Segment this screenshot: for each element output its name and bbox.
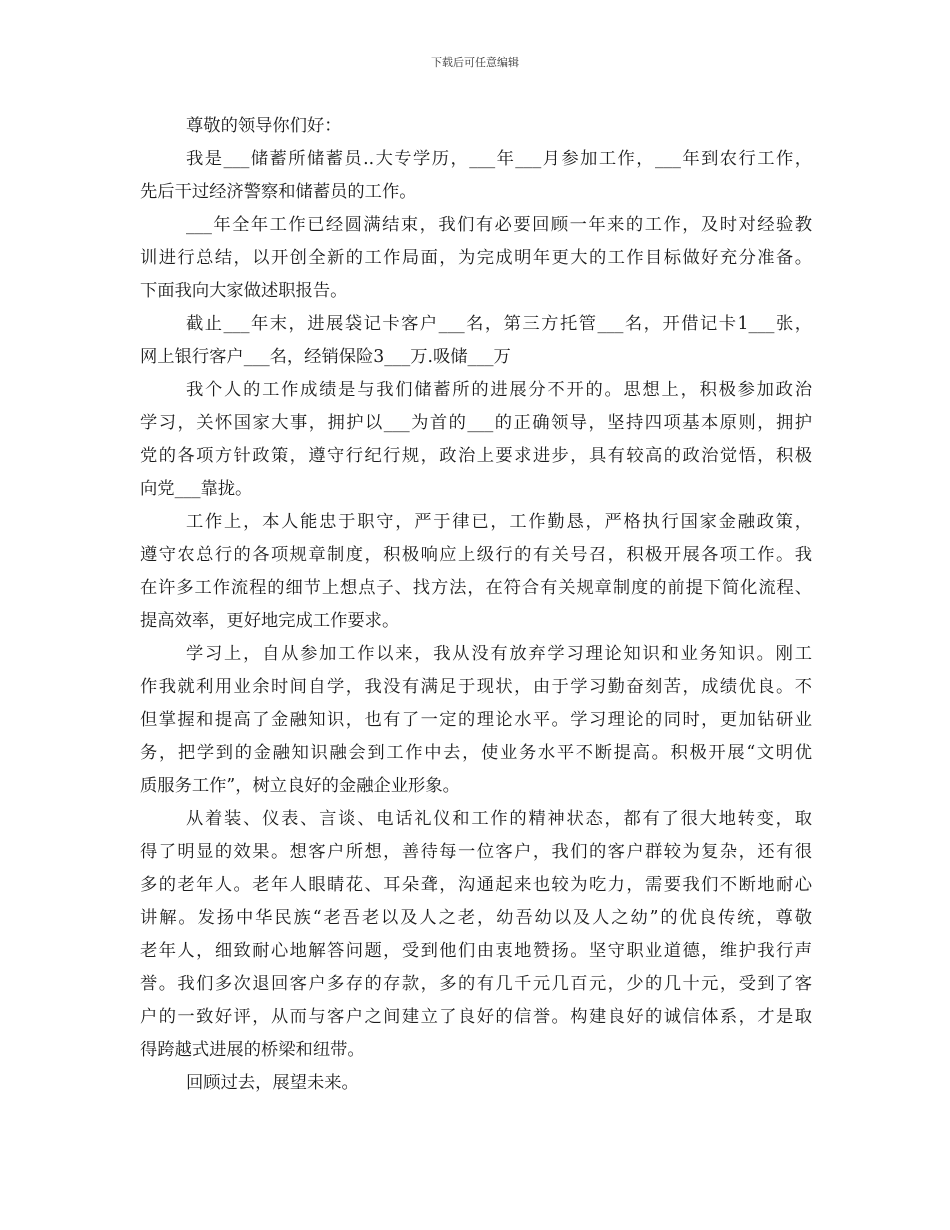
paragraph-line: 遵守农总行的各项规章制度，积极响应上级行的有关号召，积极开展各项工作。我 — [140, 545, 812, 565]
paragraph-line: 在许多工作流程的细节上想点子、找方法，在符合有关规章制度的前提下简化流程、 — [140, 578, 812, 598]
paragraph-line: 学习上，自从参加工作以来，我从没有放弃学习理论知识和业务知识。刚工 — [186, 644, 812, 664]
paragraph-line: 户的一致好评，从而与客户之间建立了良好的信誉。构建良好的诚信体系，才是取 — [140, 1007, 812, 1027]
paragraph-line: 我是___储蓄所储蓄员..大专学历，___年___月参加工作，___年到农行工作， — [186, 149, 812, 169]
paragraph-line: ___年全年工作已经圆满结束，我们有必要回顾一年来的工作，及时对经验教 — [186, 215, 812, 235]
paragraph-line: 作我就利用业余时间自学，我没有满足于现状，由于学习勤奋刻苦，成绩优良。不 — [140, 677, 812, 697]
paragraph-line: 质服务工作”，树立良好的金融企业形象。 — [140, 776, 460, 796]
paragraph-line: 训进行总结，以开创全新的工作局面，为完成明年更大的工作目标做好充分准备。 — [140, 248, 812, 268]
paragraph-line: 但掌握和提高了金融知识，也有了一定的理论水平。学习理论的同时，更加钻研业 — [140, 710, 812, 730]
paragraph-line: 下面我向大家做述职报告。 — [140, 281, 348, 301]
paragraph-line: 务，把学到的金融知识融会到工作中去，使业务水平不断提高。积极开展“文明优 — [140, 743, 812, 763]
paragraph-line: 截止___年末，进展袋记卡客户___名，第三方托管___名，开借记卡1___张， — [186, 314, 812, 334]
document-body — [140, 110, 812, 1100]
paragraph-line: 从着装、仪表、言谈、电话礼仪和工作的精神状态，都有了很大地转变，取 — [186, 809, 812, 829]
paragraph-line: 我个人的工作成绩是与我们储蓄所的进展分不开的。思想上，积极参加政治 — [186, 380, 812, 400]
closing-line: 回顾过去，展望未来。 — [186, 1073, 359, 1093]
salutation: 尊敬的领导你们好： — [186, 116, 342, 136]
paragraph-line: 学习，关怀国家大事，拥护以___为首的___的正确领导，坚持四项基本原则，拥护 — [140, 413, 812, 433]
paragraph-line: 提高效率，更好地完成工作要求。 — [140, 611, 400, 631]
paragraph-line: 得了明显的效果。想客户所想，善待每一位客户，我们的客户群较为复杂，还有很 — [140, 842, 812, 862]
page-header-note: 下载后可任意编辑 — [431, 56, 519, 69]
paragraph-line: 讲解。发扬中华民族“老吾老以及人之老，幼吾幼以及人之幼”的优良传统，尊敬 — [140, 908, 812, 928]
paragraph-line: 先后干过经济警察和储蓄员的工作。 — [140, 182, 417, 202]
paragraph-line: 网上银行客户___名，经销保险3___万.吸储___万 — [140, 347, 511, 367]
paragraph-line: 老年人，细致耐心地解答问题，受到他们由衷地赞扬。坚守职业道德，维护我行声 — [140, 941, 812, 961]
paragraph-line: 向党___靠拢。 — [140, 479, 253, 499]
paragraph-line: 誉。我们多次退回客户多存的存款，多的有几千元几百元，少的几十元，受到了客 — [140, 974, 812, 994]
paragraph-line: 工作上，本人能忠于职守，严于律已，工作勤恳，严格执行国家金融政策， — [186, 512, 812, 532]
paragraph-line: 多的老年人。老年人眼睛花、耳朵聋，沟通起来也较为吃力，需要我们不断地耐心 — [140, 875, 812, 895]
paragraph-line: 得跨越式进展的桥梁和纽带。 — [140, 1040, 365, 1060]
paragraph-line: 党的各项方针政策，遵守行纪行规，政治上要求进步，具有较高的政治觉悟，积极 — [140, 446, 812, 466]
